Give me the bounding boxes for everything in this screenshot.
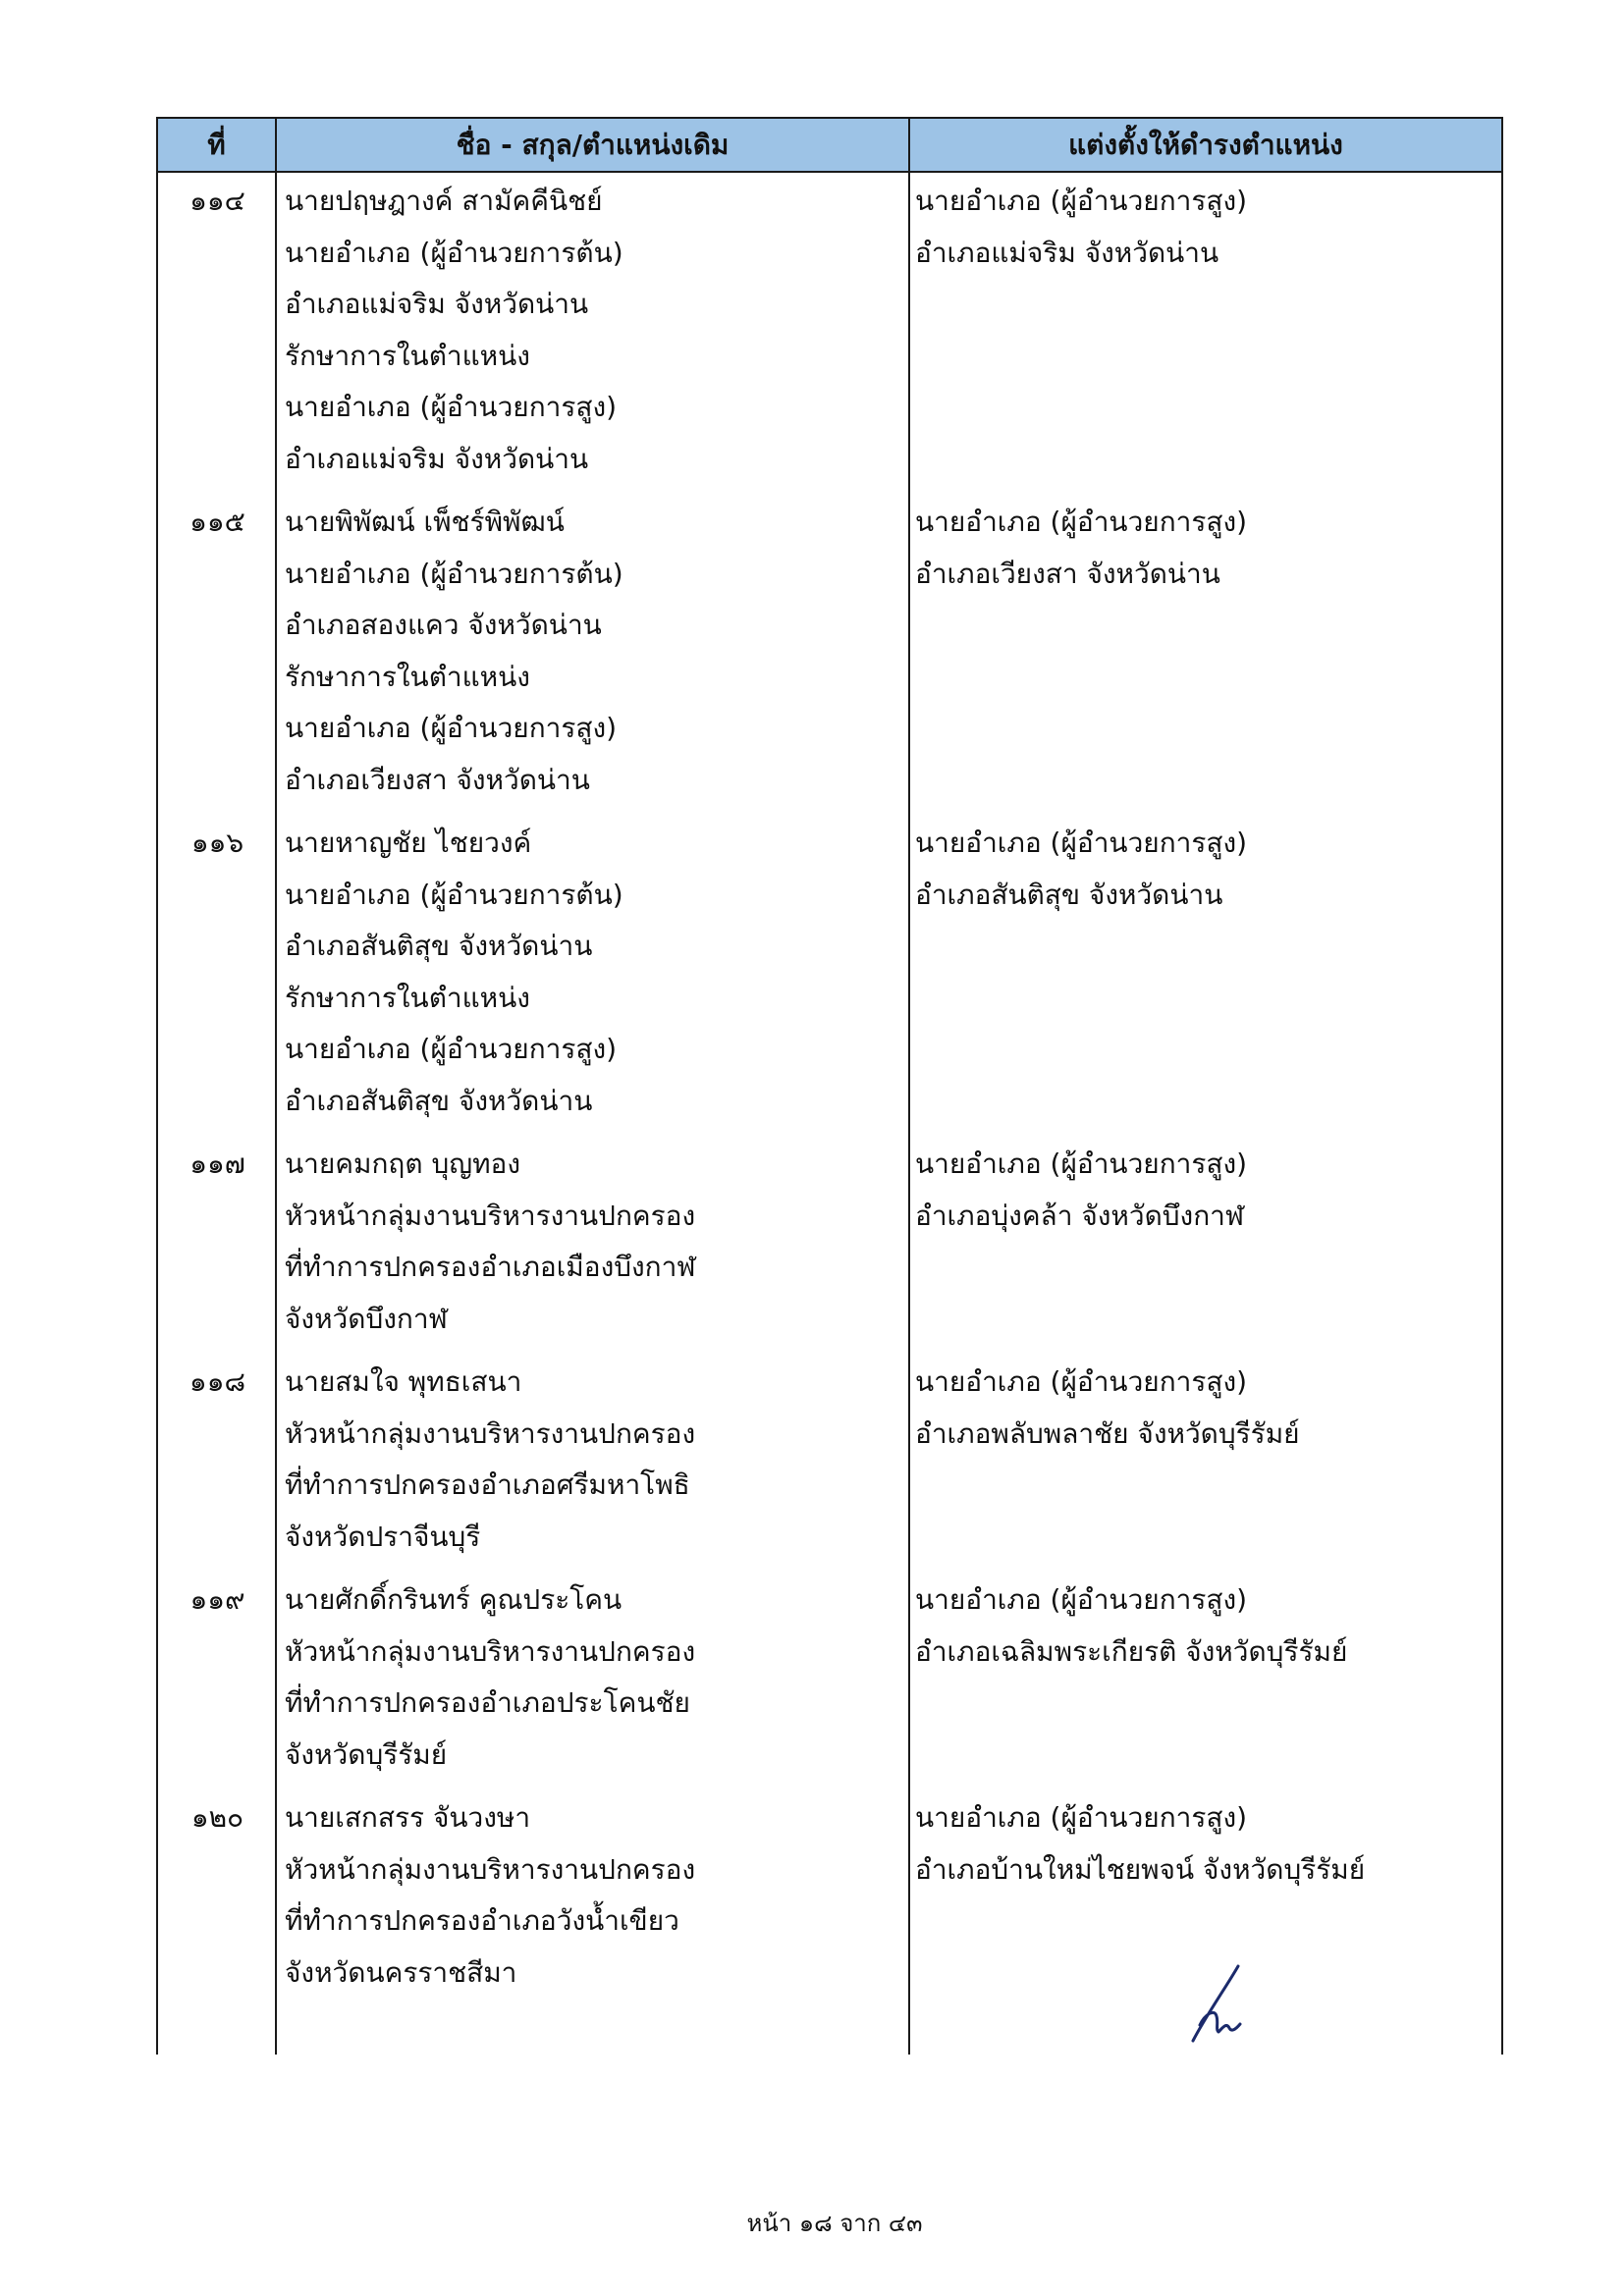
position-cell [910,818,1501,1127]
position-cell [910,1575,1501,1781]
position-cell [910,1357,1501,1563]
position-line: นายอำเภอ (ผู้อำนวยการสูง) [915,1148,1248,1180]
table-row [158,176,1501,497]
position-cell [910,176,1501,485]
position-line: อำเภอบ้านใหม่ไชยพจน์ จังหวัดบุรีรัมย์ [915,1852,1366,1886]
name-line: อำเภอเวียงสา จังหวัดน่าน [285,763,590,796]
row-number-cell [158,1139,277,1345]
column-divider [275,173,277,2055]
name-line: อำเภอแม่จริม จังหวัดน่าน [285,442,589,475]
name-line: อำเภอสันติสุข จังหวัดน่าน [285,930,593,962]
header-cell-name: ชื่อ - สกุล/ตำแหน่งเดิม [277,119,910,171]
name-line: ที่ทำการปกครองอำเภอประโคนชัย [285,1686,690,1719]
name-line: นายคมกฤต บุญทอง [285,1148,521,1180]
name-line: นายปฤษฎางค์ สามัคคีนิชย์ [285,185,603,217]
position-line: นายอำเภอ (ผู้อำนวยการสูง) [915,827,1248,859]
page-number: หน้า ๑๘ จาก ๔๓ [746,2210,923,2237]
name-cell [277,1139,910,1345]
name-line: อำเภอแม่จริม จังหวัดน่าน [285,288,589,320]
name-cell [277,1575,910,1781]
row-number: ๑๑๔ [189,185,245,217]
header-cell-position: แต่งตั้งให้ดำรงตำแหน่ง [1068,129,1343,161]
name-line: นายอำเภอ (ผู้อำนวยการสูง) [285,1033,618,1065]
name-line: หัวหน้ากลุ่มงานบริหารงานปกครอง [285,1416,696,1450]
signature-mark [1183,1963,1252,2047]
position-line: นายอำเภอ (ผู้อำนวยการสูง) [915,1365,1248,1398]
name-line: นายอำเภอ (ผู้อำนวยการสูง) [285,391,618,423]
row-number: ๑๒๐ [190,1801,244,1834]
name-line: ที่ทำการปกครองอำเภอวังน้ำเขียว [285,1904,679,1937]
name-line: อำเภอสันติสุข จังหวัดน่าน [285,1084,593,1117]
name-line: นายเสกสรร จันวงษา [285,1801,531,1834]
row-number: ๑๑๗ [189,1148,245,1180]
name-line: รักษาการในตำแหน่ง [285,981,530,1014]
name-line: นายศักดิ์กรินทร์ คูณประโคน [285,1583,623,1616]
position-line: นายอำเภอ (ผู้อำนวยการสูง) [915,1583,1248,1616]
name-line: อำเภอสองแคว จังหวัดน่าน [285,609,602,641]
row-number: ๑๑๖ [190,827,244,859]
position-line: อำเภอบุ่งคล้า จังหวัดบึงกาฬ [915,1199,1245,1232]
table-row [158,1792,1501,2010]
name-line: หัวหน้ากลุ่มงานบริหารงานปกครอง [285,1852,696,1886]
name-line: นายพิพัฒน์ เพ็ชร์พิพัฒน์ [285,506,565,538]
row-number-cell [158,1792,277,1999]
name-line: นายอำเภอ (ผู้อำนวยการต้น) [285,878,623,911]
column-divider [908,173,910,2055]
name-cell [277,497,910,806]
position-line: อำเภอพลับพลาชัย จังหวัดบุรีรัมย์ [915,1416,1300,1450]
row-number: ๑๑๘ [189,1365,246,1398]
name-line: จังหวัดปราจีนบุรี [285,1520,481,1553]
name-line: นายอำเภอ (ผู้อำนวยการสูง) [285,712,618,744]
name-cell [277,1792,910,1999]
row-number: ๑๑๙ [189,1583,245,1616]
appointment-table [156,117,1503,2055]
row-number-cell [158,1575,277,1781]
position-cell [910,1139,1501,1345]
table-header [156,117,1503,173]
name-line: จังหวัดบึงกาฬ [285,1302,448,1335]
position-line: นายอำเภอ (ผู้อำนวยการสูง) [915,506,1248,538]
position-line: อำเภอเวียงสา จังหวัดน่าน [915,557,1220,590]
position-line: อำเภอเฉลิมพระเกียรติ จังหวัดบุรีรัมย์ [915,1634,1348,1668]
name-line: ที่ทำการปกครองอำเภอศรีมหาโพธิ [285,1468,690,1501]
position-cell [910,497,1501,806]
name-cell [277,176,910,485]
table-body [156,173,1503,2055]
table-row [158,818,1501,1139]
position-line: นายอำเภอ (ผู้อำนวยการสูง) [915,185,1248,217]
name-line: รักษาการในตำแหน่ง [285,339,530,372]
position-line: อำเภอแม่จริม จังหวัดน่าน [915,236,1219,269]
row-number-cell [158,497,277,806]
name-line: หัวหน้ากลุ่มงานบริหารงานปกครอง [285,1199,696,1232]
table-row [158,1575,1501,1792]
header-cell-number: ที่ [158,119,277,171]
row-number-cell [158,176,277,485]
position-line: นายอำเภอ (ผู้อำนวยการสูง) [915,1801,1248,1834]
name-cell [277,1357,910,1563]
name-line: นายอำเภอ (ผู้อำนวยการต้น) [285,236,623,269]
name-line: นายหาญชัย ไชยวงค์ [285,827,532,859]
name-line: นายสมใจ พุทธเสนา [285,1365,522,1398]
table-row [158,497,1501,818]
name-line: หัวหน้ากลุ่มงานบริหารงานปกครอง [285,1634,696,1668]
table-row [158,1357,1501,1575]
position-line: อำเภอสันติสุข จังหวัดน่าน [915,878,1223,911]
name-line: จังหวัดนครราชสีมา [285,1955,517,1989]
name-line: นายอำเภอ (ผู้อำนวยการต้น) [285,557,623,590]
name-line: ที่ทำการปกครองอำเภอเมืองบึงกาฬ [285,1251,696,1283]
name-cell [277,818,910,1127]
row-number: ๑๑๕ [189,506,245,538]
row-number-cell [158,1357,277,1563]
table-row [158,1139,1501,1357]
name-line: จังหวัดบุรีรัมย์ [285,1737,448,1771]
name-line: รักษาการในตำแหน่ง [285,660,530,693]
row-number-cell [158,818,277,1127]
